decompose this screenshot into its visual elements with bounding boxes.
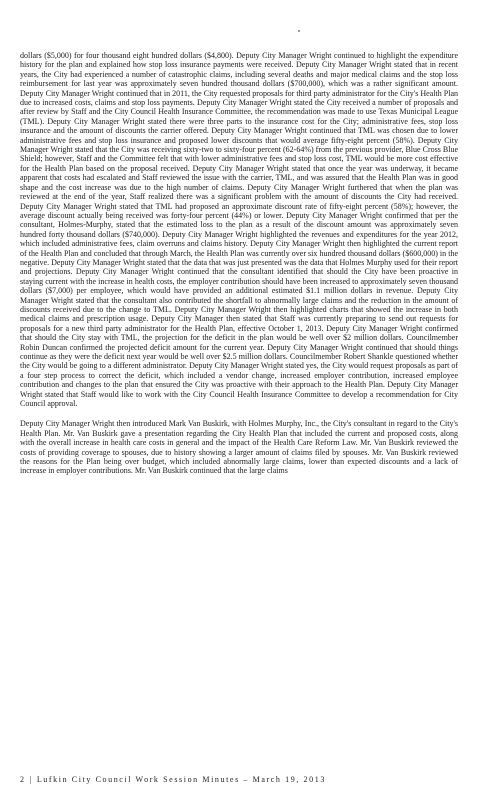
document-title: Lufkin City Council Work Session Minutes [36,775,240,784]
page-number: 2 [20,775,26,784]
paragraph-health-plan-review: dollars ($5,000) for four thousand eight hundred dollars ($4,800). Deputy City Manager Wright continued to highlight the expenditure history for the plan and explained how stop loss insurance payments were received. Deputy City Manager Wright stated that in recent years, the City had experienced a number of catastrophic claims, including several deaths and major medical claims and the stop loss reimbursement for last year was approximately seven hundred thousand dollars ($700,000), which was a rather significant amount. Deputy City Manager Wright continued that in 2011, the City requested proposals for third party administrator for the City's Health Plan due to increased costs, claims and stop loss payments. Deputy City Manager Wright stated the City received a number of proposals and after review by Staff and the City Council Health Insurance Committee, the recommendation was made to use Texas Municipal League (TML). Deputy City Manager Wright stated there were three parts to the insurance cost for the City; administrative fees, stop loss insurance and the amount of discounts the carrier offered. Deputy City Manager Wright continued that TML was chosen due to lower administrative fees and stop loss insurance and proposed lower discounts that would average fifty-eight percent (58%). Deputy City Manager Wright stated that the City was receiving sixty-two to sixty-four percent (62-64%) from the previous provider, Blue Cross Blue Shield; however, Staff and the Committee felt that with lower administrative fees and stop loss cost, TML would be more cost effective for the Health Plan based on the proposal received. Deputy City Manager Wright stated that once the year was underway, it became apparent that costs had escalated and Staff reviewed the issue with the carrier, TML, and was assured that the Health Plan was in good shape and the cost increase was due to the high number of claims. Deputy City Manager Wright furthered that when the plan was reviewed at the end of the year, Staff realized there was a significant problem with the amount of discounts the City had received. Deputy City Manager Wright stated that TML had proposed an approximate discount rate of fifty-eight percent (58%); however, the average discount actually being received was forty-four percent (44%) or lower. Deputy City Manager Wright confirmed that per the consultant, Holmes-Murphy, stated that the estimated loss to the plan as a result of the discount amount was approximately seven hundred forty thousand dollars ($740,000). Deputy City Manager Wright highlighted the revenues and expenditures for the year 2012, which included administrative fees, claim overruns and claims history. Deputy City Manager Wright then highlighted the current report of the Health Plan and concluded that through March, the Health Plan was currently over six hundred thousand dollars ($600,000) in the negative. Deputy City Manager Wright stated that the data that was just presented was the data that Holmes Murphy used for their report and projections. Deputy City Manager Wright continued that the consultant identified that should the City have been proactive in staying current with the increase in health costs, the employer contribution should have been increased to approximately seven thousand dollars ($7,000) per employee, which would have provided an additional estimated $1.1 million dollars in revenue. Deputy City Manager Wright stated that the consultant also contributed the shortfall to abnormally large claims and the reduction in the amount of discounts received due to the change to TML. Deputy City Manager Wright then highlighted charts that showed the increase in both medical claims and prescription usage. Deputy City Manager then stated that Staff was currently preparing to send out requests for proposals for a new third party administrator for the Health Plan, effective October 1, 2013. Deputy City Manager Wright confirmed that should the City stay with TML, the projection for the deficit in the plan would be well over $2 million dollars. Councilmember Robin Duncan confirmed the projected deficit amount for the current year. Deputy City Manager Wright continued that should things continue as they were the deficit next year would be well over $2.5 million dollars. Councilmember Robert Shankle questioned whether the City would be going to a different administrator. Deputy City Manager Wright stated yes, the City would request proposals as part of a four step process to correct the deficit, which included a vendor change, increased employer contribution, increased employee contribution and changes to the plan that ensured the City was proactive with their approach to the Health Plan. Deputy City Manager Wright stated that Staff would like to work with the City Council Health Insurance Committee to develop a recommendation for City Council approval. [20,51,458,409]
paragraph-consultant-presentation: Deputy City Manager Wright then introduced Mark Van Buskirk, with Holmes Murphy, Inc., the City's consultant in regard to the City's Health Plan. Mr. Van Buskirk gave a presentation regarding the City Health Plan that included the current and proposed costs, along with the overall increase in health care costs in general and the impact of the Health Care Reform Law. Mr. Van Buskirk reviewed the costs of providing coverage to spouses, due to history showing a larger amount of claims filed by spouses. Mr. Van Buskirk reviewed the reasons for the Plan being over budget, which included abnormally large claims, lower than expected discounts and a lack of increase in employer contributions. Mr. Van Buskirk continued that the large claims [20,419,458,476]
footer-separator: | [29,775,33,784]
meeting-date: March 19, 2013 [252,775,326,784]
speck-mark [298,30,300,32]
footer-dash: – [243,775,250,784]
page-footer [20,775,470,784]
minutes-body [20,51,458,476]
